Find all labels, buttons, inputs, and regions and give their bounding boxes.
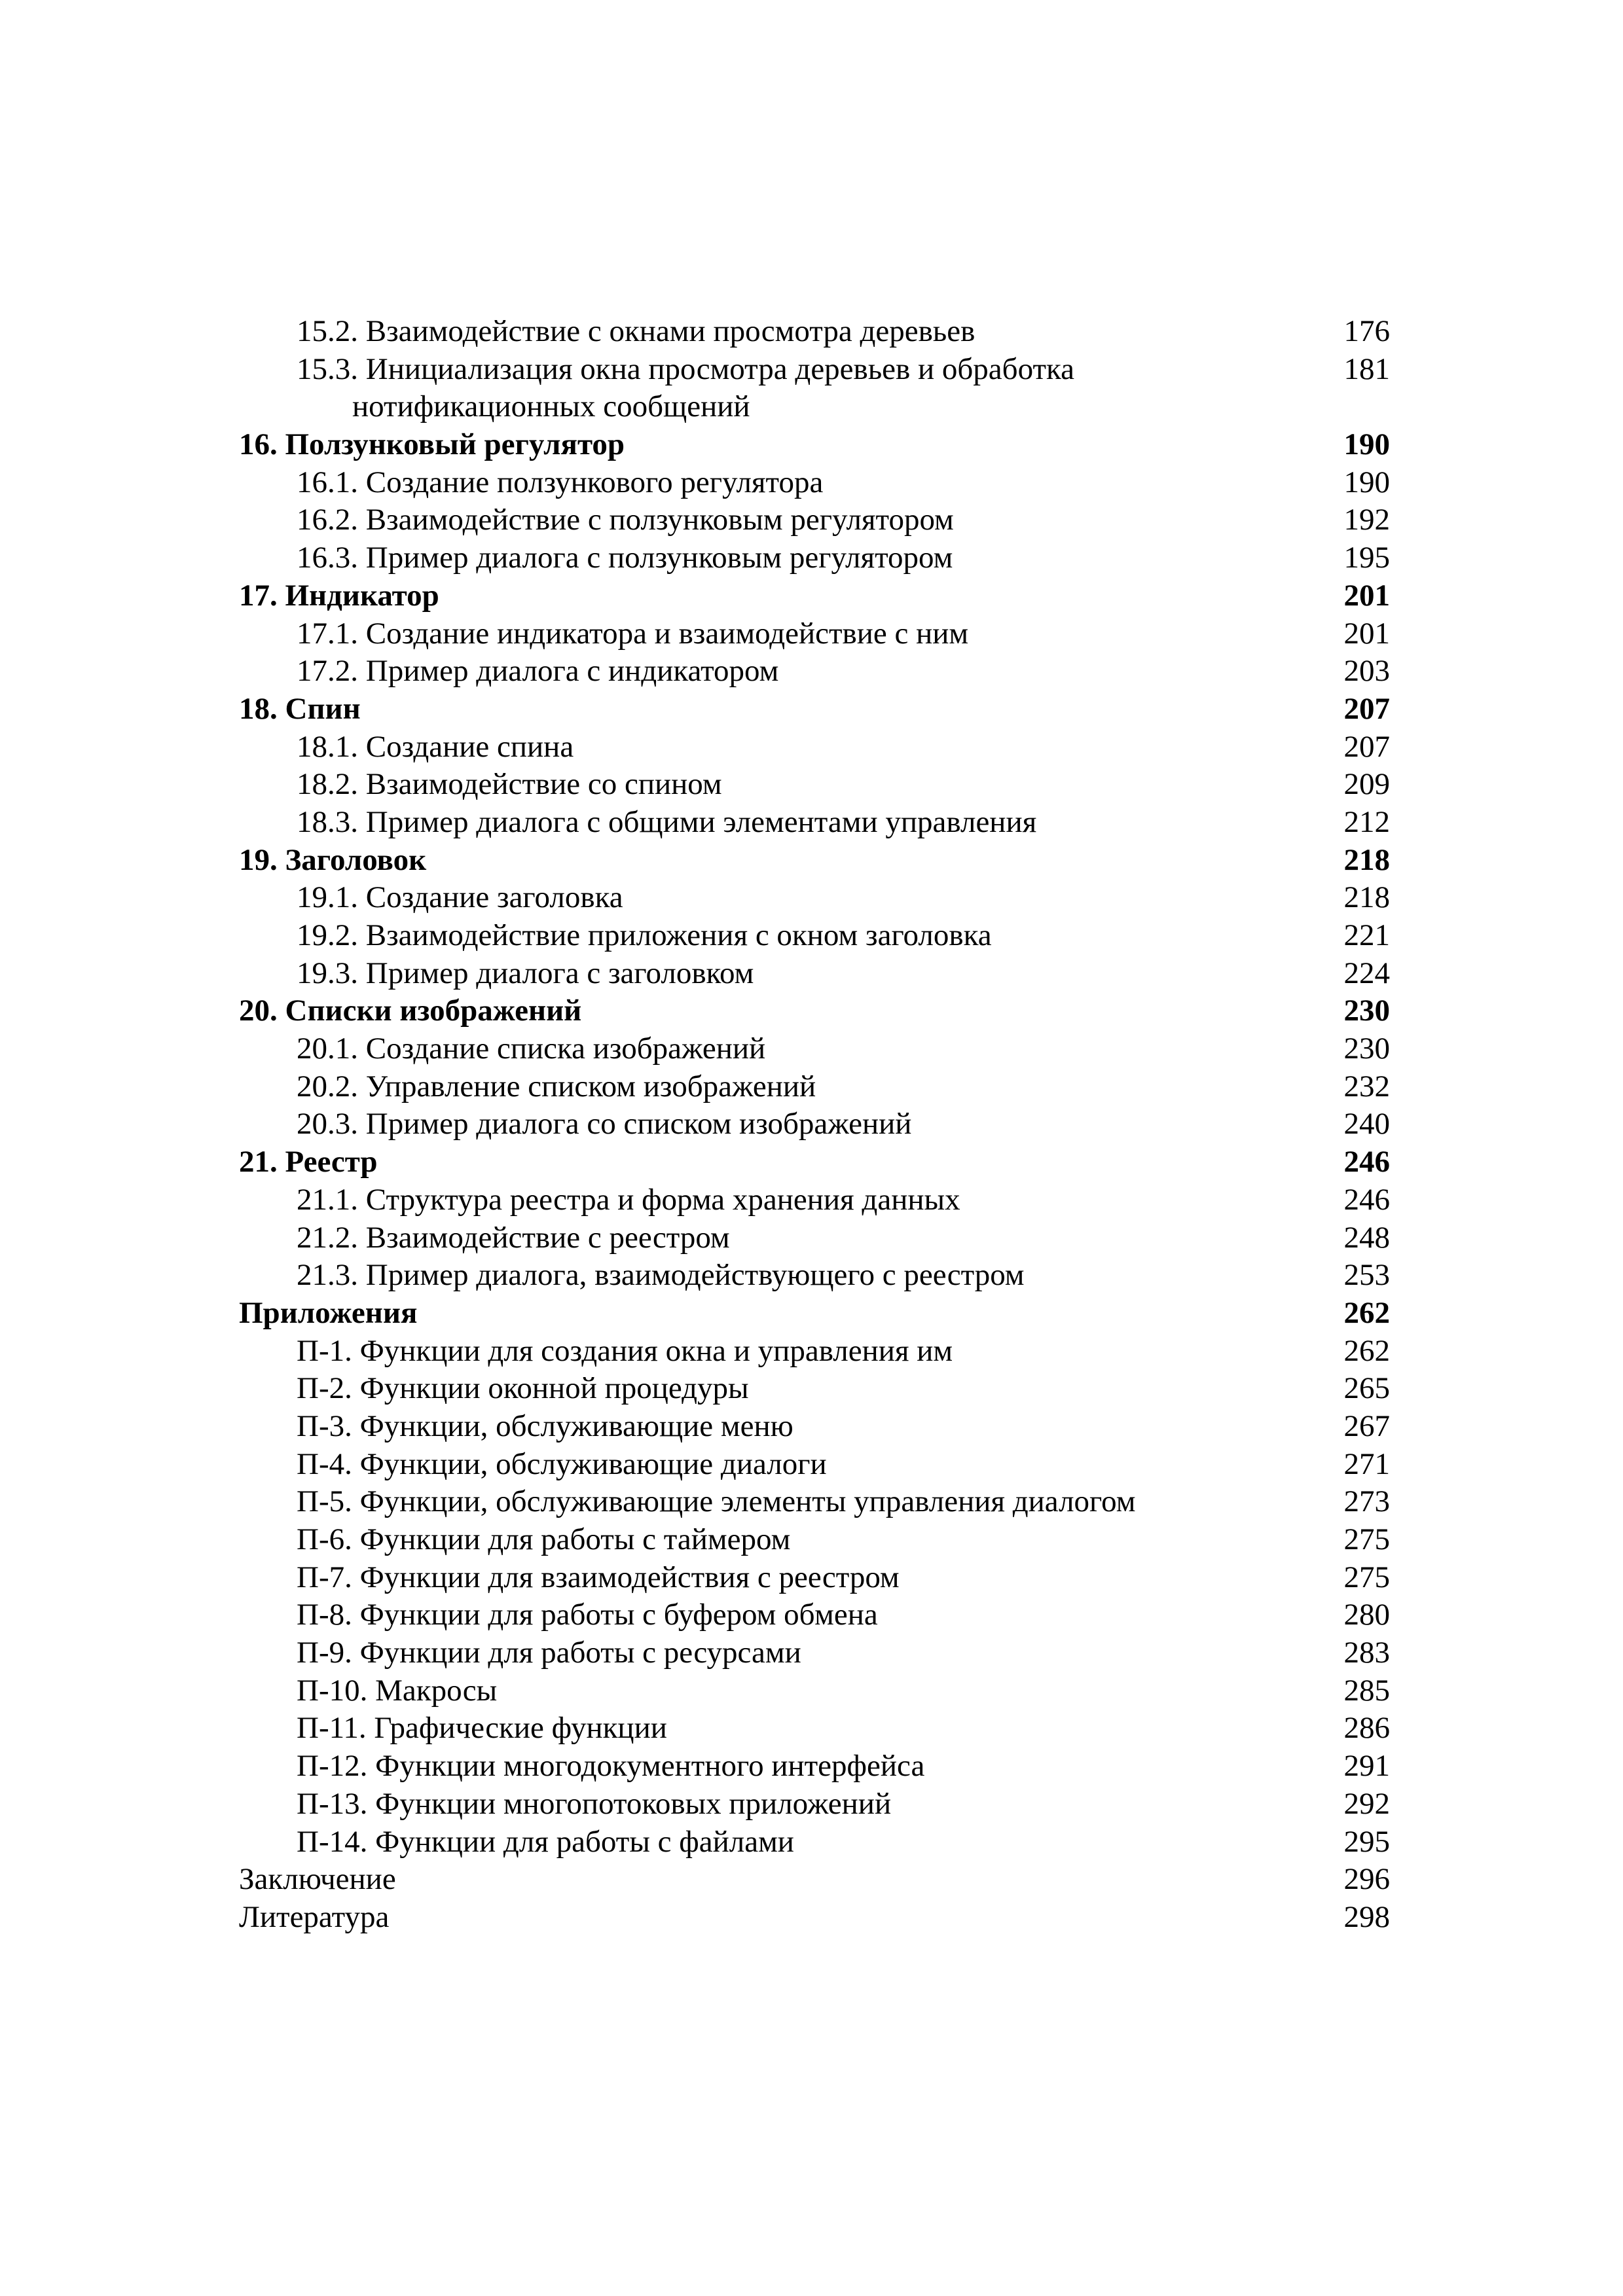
toc-entry-title <box>297 1559 900 1597</box>
toc-section-entry[interactable] <box>239 879 1390 917</box>
toc-entry-title <box>297 1181 960 1219</box>
toc-entry-title-text: 19.2. Взаимодействие приложения с окном заголовка <box>297 918 992 953</box>
toc-entry-title <box>297 1030 765 1068</box>
toc-entry-title-text: Заключение <box>239 1862 396 1897</box>
toc-entry-page-number: 207 <box>1343 729 1390 764</box>
toc-entry-title <box>297 1105 911 1143</box>
toc-section-entry[interactable] <box>239 917 1390 955</box>
toc-entry-page-number: 218 <box>1343 842 1390 877</box>
toc-entry-title <box>297 1333 953 1371</box>
toc-section-entry[interactable] <box>239 539 1390 577</box>
toc-top-entry[interactable] <box>239 1861 1390 1899</box>
toc-entry-title <box>297 1748 924 1785</box>
toc-entry-page-number: 246 <box>1343 1145 1390 1179</box>
toc-entry-title <box>297 501 954 539</box>
toc-entry-title-text: П-13. Функции многопотоковых приложений <box>297 1786 892 1821</box>
toc-entry-page-number: 203 <box>1343 654 1390 689</box>
toc-entry-title-text: П-7. Функции для взаимодействия с реестром <box>297 1560 900 1594</box>
toc-chapter-entry[interactable] <box>239 1143 1390 1181</box>
toc-entry-title <box>239 1143 378 1181</box>
toc-section-entry[interactable] <box>239 766 1390 804</box>
toc-entry-title <box>239 577 439 615</box>
toc-entry-title-text: П-14. Функции для работы с файлами <box>297 1824 794 1859</box>
toc-entry-title-text: 21.2. Взаимодействие с реестром <box>297 1220 730 1255</box>
toc-entry-title-text: 19.3. Пример диалога с заголовком <box>297 956 754 990</box>
toc-entry-title <box>239 1861 396 1899</box>
toc-entry-title <box>297 1068 816 1106</box>
toc-entry-title-text: 15.3. Инициализация окна просмотра деревьев и обработка <box>297 351 1074 386</box>
toc-entry-page-number: 298 <box>1343 1899 1390 1934</box>
toc-entry-title <box>239 426 625 464</box>
toc-entry-title <box>297 917 992 955</box>
toc-entry-title-text: П-8. Функции для работы с буфером обмена <box>297 1598 878 1632</box>
toc-entry-title-text: П-5. Функции, обслуживающие элементы управления диалогом <box>297 1484 1136 1519</box>
toc-entry-title <box>297 1446 827 1484</box>
toc-section-entry[interactable] <box>239 1068 1390 1106</box>
toc-entry-page-number: 224 <box>1343 956 1390 990</box>
toc-entry-title <box>297 313 975 351</box>
toc-entry-page-number: 218 <box>1343 880 1390 915</box>
toc-section-entry[interactable] <box>239 464 1390 502</box>
toc-entry-page-number: 232 <box>1343 1069 1390 1103</box>
toc-entry-page-number: 267 <box>1343 1408 1390 1443</box>
toc-chapter-entry[interactable] <box>239 577 1390 615</box>
toc-section-entry[interactable] <box>239 1219 1390 1257</box>
toc-entry-title <box>297 1672 497 1710</box>
toc-entry-title-text: П-12. Функции многодокументного интерфейса <box>297 1749 925 1784</box>
toc-entry-title-text: П-2. Функции оконной процедуры <box>297 1371 749 1406</box>
toc-entry-title <box>239 1295 417 1333</box>
toc-entry-title-text: 21.3. Пример диалога, взаимодействующего с реестром <box>297 1258 1025 1293</box>
toc-entry-title-text: 20.1. Создание списка изображений <box>297 1031 766 1066</box>
toc-entry-page-number: 230 <box>1343 994 1390 1028</box>
toc-entry-page-number: 295 <box>1343 1824 1390 1859</box>
toc-entry-title-text: 16.1. Создание ползункового регулятора <box>297 465 824 499</box>
toc-section-entry[interactable] <box>239 1181 1390 1219</box>
table-of-contents <box>239 313 1390 1937</box>
toc-entry-page-number: 230 <box>1343 1031 1390 1066</box>
toc-entry-page-number: 275 <box>1343 1522 1390 1557</box>
toc-entry-title <box>239 1899 389 1937</box>
toc-entry-title-text: 16.3. Пример диалога с ползунковым регулятором <box>297 541 953 575</box>
toc-section-entry[interactable] <box>239 1105 1390 1143</box>
toc-entry-title <box>297 955 754 993</box>
toc-entry-title <box>297 1219 730 1257</box>
toc-entry-title-text: 15.2. Взаимодействие с окнами просмотра деревьев <box>297 314 976 348</box>
toc-section-entry[interactable] <box>239 1634 1390 1672</box>
toc-entry-title-text: 17.1. Создание индикатора и взаимодействие с ним <box>297 616 969 651</box>
toc-entry-title-text: П-1. Функции для создания окна и управления им <box>297 1333 953 1368</box>
toc-section-entry[interactable] <box>239 1257 1390 1295</box>
toc-entry-title <box>297 615 968 653</box>
toc-entry-title <box>297 464 823 502</box>
toc-section-entry[interactable] <box>239 1030 1390 1068</box>
toc-entry-title <box>297 1596 878 1634</box>
toc-entry-title-text: 21.1. Структура реестра и форма хранения данных <box>297 1182 960 1217</box>
toc-entry-title-text: 20.3. Пример диалога со списком изображений <box>297 1107 912 1141</box>
toc-entry-page-number: 262 <box>1343 1333 1390 1368</box>
toc-entry-page-number: 285 <box>1343 1673 1390 1708</box>
toc-entry-title-text: 18.2. Взаимодействие со спином <box>297 767 722 802</box>
toc-entry-title <box>239 842 426 880</box>
toc-entry-title <box>297 1257 1025 1295</box>
toc-entry-title-text: 17. Индикатор <box>239 578 439 613</box>
toc-section-entry[interactable] <box>239 1596 1390 1634</box>
toc-entry-title-text: П-11. Графические функции <box>297 1711 667 1746</box>
toc-entry-page-number: 240 <box>1343 1107 1390 1141</box>
toc-entry-title <box>297 1785 891 1823</box>
toc-section-entry[interactable] <box>239 1408 1390 1446</box>
toc-entry-title-text: П-10. Макросы <box>297 1673 498 1708</box>
toc-section-entry[interactable] <box>239 1823 1390 1861</box>
toc-entry-title <box>297 351 1074 426</box>
toc-section-entry[interactable] <box>239 1333 1390 1371</box>
toc-section-entry[interactable] <box>239 1710 1390 1748</box>
toc-entry-page-number: 262 <box>1343 1295 1390 1330</box>
toc-entry-page-number: 280 <box>1343 1598 1390 1632</box>
toc-chapter-entry[interactable] <box>239 426 1390 464</box>
toc-entry-title <box>297 1408 793 1446</box>
toc-entry-page-number: 296 <box>1343 1862 1390 1897</box>
toc-section-entry[interactable] <box>239 1559 1390 1597</box>
toc-entry-title <box>297 653 778 691</box>
toc-section-entry[interactable] <box>239 955 1390 993</box>
toc-section-entry[interactable] <box>239 1483 1390 1521</box>
toc-entry-page-number: 209 <box>1343 767 1390 802</box>
toc-entry-title-continuation: нотификационных сообщений <box>352 389 750 424</box>
toc-entry-title <box>297 1521 790 1559</box>
toc-entry-title <box>239 691 361 728</box>
toc-section-entry[interactable] <box>239 501 1390 539</box>
toc-entry-page-number: 201 <box>1343 578 1390 613</box>
toc-entry-title <box>297 1710 667 1748</box>
toc-chapter-entry[interactable] <box>239 842 1390 880</box>
toc-entry-page-number: 176 <box>1343 314 1390 348</box>
toc-entry-title-text: П-6. Функции для работы с таймером <box>297 1522 791 1557</box>
toc-entry-page-number: 195 <box>1343 541 1390 575</box>
toc-entry-page-number: 292 <box>1343 1786 1390 1821</box>
toc-entry-title-text: П-3. Функции, обслуживающие меню <box>297 1408 793 1443</box>
toc-entry-title-text: 18.1. Создание спина <box>297 729 574 764</box>
toc-entry-page-number: 286 <box>1343 1711 1390 1746</box>
toc-chapter-entry[interactable] <box>239 992 1390 1030</box>
toc-entry-title-text: Литература <box>239 1899 390 1934</box>
toc-entry-title <box>297 1823 794 1861</box>
toc-entry-title <box>297 1483 1135 1521</box>
toc-entry-page-number: 275 <box>1343 1560 1390 1594</box>
toc-entry-title <box>297 879 623 917</box>
toc-entry-title <box>239 992 581 1030</box>
toc-entry-title <box>297 539 953 577</box>
toc-entry-title-text: 16. Ползунковый регулятор <box>239 427 625 462</box>
toc-entry-page-number: 192 <box>1343 503 1390 537</box>
toc-entry-page-number: 201 <box>1343 616 1390 651</box>
toc-entry-title <box>297 728 574 766</box>
toc-entry-page-number: 283 <box>1343 1636 1390 1670</box>
toc-entry-title-text: 18. Спин <box>239 691 361 726</box>
toc-entry-page-number: 291 <box>1343 1749 1390 1784</box>
toc-entry-page-number: 207 <box>1343 691 1390 726</box>
toc-section-entry[interactable] <box>239 804 1390 842</box>
toc-section-entry[interactable] <box>239 1748 1390 1785</box>
toc-section-entry[interactable] <box>239 351 1390 426</box>
toc-entry-title-text: 20.2. Управление списком изображений <box>297 1069 816 1103</box>
toc-entry-title <box>297 766 722 804</box>
toc-entry-title-text: 17.2. Пример диалога с индикатором <box>297 654 779 689</box>
toc-section-entry[interactable] <box>239 1785 1390 1823</box>
toc-section-entry[interactable] <box>239 1370 1390 1408</box>
toc-entry-title <box>297 804 1036 842</box>
toc-entry-title-text: П-4. Функции, обслуживающие диалоги <box>297 1446 827 1481</box>
toc-top-entry[interactable] <box>239 1899 1390 1937</box>
toc-entry-title <box>297 1370 749 1408</box>
toc-entry-title-text: 21. Реестр <box>239 1145 378 1179</box>
toc-chapter-entry[interactable] <box>239 691 1390 728</box>
toc-entry-title-text: 19.1. Создание заголовка <box>297 880 623 915</box>
toc-entry-title-text: 20. Списки изображений <box>239 994 582 1028</box>
toc-section-entry[interactable] <box>239 728 1390 766</box>
toc-entry-page-number: 265 <box>1343 1371 1390 1406</box>
toc-section-entry[interactable] <box>239 653 1390 691</box>
toc-entry-page-number: 246 <box>1343 1182 1390 1217</box>
toc-section-entry[interactable] <box>239 615 1390 653</box>
toc-entry-title-text: П-9. Функции для работы с ресурсами <box>297 1636 801 1670</box>
toc-entry-page-number: 190 <box>1343 465 1390 499</box>
toc-entry-title <box>297 1634 801 1672</box>
toc-entry-page-number: 190 <box>1343 427 1390 462</box>
toc-section-entry[interactable] <box>239 1521 1390 1559</box>
toc-entry-title-text: 18.3. Пример диалога с общими элементами управления <box>297 804 1037 839</box>
toc-entry-page-number: 181 <box>1343 351 1390 386</box>
toc-section-entry[interactable] <box>239 1672 1390 1710</box>
toc-entry-page-number: 221 <box>1343 918 1390 953</box>
toc-entry-page-number: 253 <box>1343 1258 1390 1293</box>
toc-entry-title-text: 16.2. Взаимодействие с ползунковым регулятором <box>297 503 954 537</box>
toc-entry-title-text: Приложения <box>239 1295 418 1330</box>
toc-entry-page-number: 273 <box>1343 1484 1390 1519</box>
toc-section-entry[interactable] <box>239 1446 1390 1484</box>
toc-section-entry[interactable] <box>239 313 1390 351</box>
toc-entry-page-number: 271 <box>1343 1446 1390 1481</box>
toc-chapter-entry[interactable] <box>239 1295 1390 1333</box>
toc-entry-title-text: 19. Заголовок <box>239 842 427 877</box>
toc-entry-page-number: 212 <box>1343 804 1390 839</box>
toc-entry-page-number: 248 <box>1343 1220 1390 1255</box>
